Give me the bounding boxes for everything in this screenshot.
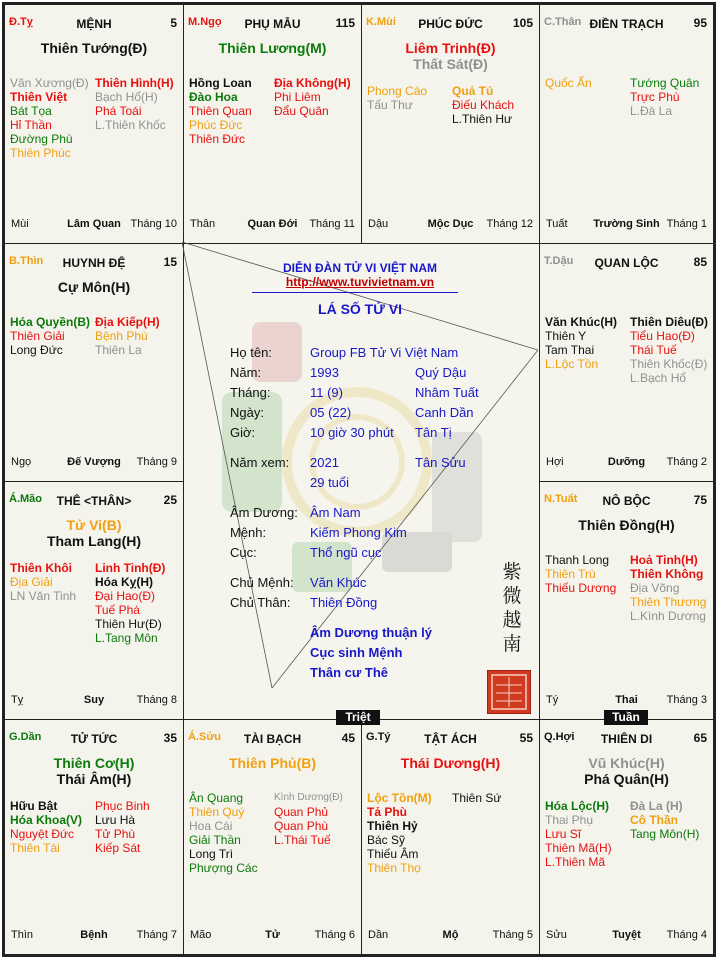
minor-star: Tiểu Hao(Đ) (630, 329, 695, 343)
minor-star: Phi Liêm (274, 90, 321, 104)
palace-branch: T.Dậu (544, 255, 574, 267)
minor-star: Địa Giải (10, 575, 53, 589)
minor-star: Tuế Phá (95, 603, 140, 617)
chart-title: LÁ SỐ TỬ VI (318, 301, 402, 317)
minor-star: Long Trì (189, 847, 234, 861)
palace-the (4, 481, 184, 720)
palace-tu-tuc (4, 719, 184, 955)
divider (252, 292, 458, 293)
footer-branch: Dậu (368, 218, 389, 230)
right-star-column (95, 315, 160, 357)
palace-branch: Á.Mão (9, 493, 42, 505)
minor-star: Kiếp Sát (95, 841, 141, 855)
palace-header (544, 255, 709, 271)
life-stage: Trường Sinh (593, 218, 660, 230)
palace-footer (9, 456, 179, 470)
minor-star: Thiên Việt (10, 90, 68, 104)
forum-name: DIỄN ĐÀN TỬ VI VIỆT NAM (283, 261, 437, 275)
chu-menh-label: Chủ Mệnh: (230, 575, 294, 590)
minor-star: Thiên Hỷ (367, 819, 418, 833)
major-star: Thất Sát(Đ) (413, 56, 488, 72)
left-star-column (10, 799, 82, 855)
life-stage: Tử (265, 929, 280, 941)
minor-star: L.Bạch Hổ (630, 371, 687, 385)
palace-footer (9, 218, 179, 232)
minor-star: Thiên La (95, 343, 142, 357)
minor-star: Đẩu Quân (274, 104, 329, 118)
palace-footer (544, 694, 709, 708)
right-star-column (630, 553, 706, 623)
minor-star: Thiếu Dương (545, 581, 617, 595)
palace-header (544, 493, 709, 509)
chu-than-label: Chủ Thân: (230, 595, 291, 610)
minor-star: Lộc Tồn(M) (367, 791, 432, 805)
am-duong-value: Âm Nam (310, 505, 361, 520)
palace-name: TỬ TỨC (70, 732, 118, 746)
minor-star: Hồng Loan (189, 76, 252, 90)
left-star-column (367, 84, 427, 112)
menh-label: Mệnh: (230, 525, 267, 540)
palace-footer (188, 929, 357, 943)
minor-star: Thiên Trù (545, 567, 596, 581)
thang-can-chi: Nhâm Tuất (415, 385, 479, 400)
minor-star: Nguyệt Đức (10, 827, 75, 841)
right-star-column (95, 561, 165, 645)
footer-branch: Ngọ (11, 456, 32, 468)
minor-star: Địa Võng (630, 581, 680, 595)
footer-branch: Mão (190, 929, 212, 941)
palace-name: HUYNH ĐỆ (62, 256, 126, 270)
major-star: Thiên Phủ(B) (228, 755, 317, 771)
life-stage: Quan Đới (247, 218, 298, 230)
palace-header (366, 731, 535, 747)
left-star-column (189, 76, 252, 146)
minor-star: Tử Phù (95, 827, 136, 841)
life-stage: Thai (615, 694, 638, 706)
palace-month: Tháng 1 (666, 218, 707, 230)
palace-number: 95 (693, 16, 707, 30)
palace-branch: Đ.Tỵ (9, 16, 33, 28)
minor-star: Hoả Tinh(H) (630, 553, 698, 567)
palace-quan-loc (539, 243, 714, 482)
minor-star: L.Thiên Khốc (95, 118, 166, 132)
minor-star: Thiếu Âm (367, 847, 419, 861)
palace-month: Tháng 10 (130, 218, 177, 230)
minor-star: Cô Thần (630, 813, 678, 827)
minor-star: Hóa Lộc(H) (545, 799, 609, 813)
palace-header (9, 16, 179, 32)
ngay-label: Ngày: (230, 405, 264, 420)
palace-no-boc (539, 481, 714, 720)
palace-number: 55 (519, 731, 533, 745)
palace-footer (188, 218, 357, 232)
minor-star: Kình Dương(Đ) (274, 792, 343, 803)
palace-number: 35 (163, 731, 177, 745)
minor-star: Quan Phủ (274, 805, 329, 819)
cuc-label: Cục: (230, 545, 257, 560)
left-star-column (10, 315, 90, 357)
palace-thien-di (539, 719, 714, 955)
ho-ten-value: Group FB Tử Vi Việt Nam (310, 345, 459, 360)
minor-star: L.Thái Tuế (274, 833, 331, 847)
minor-star: Thiên Quý (189, 805, 245, 819)
major-star: Phá Quân(H) (584, 771, 669, 787)
palace-month: Tháng 8 (136, 694, 177, 706)
chinese-title (502, 560, 522, 656)
minor-star: Phá Toái (95, 104, 142, 118)
minor-star: Long Đức (10, 343, 63, 357)
palace-header (366, 16, 535, 32)
gio-can-chi: Tân Tị (415, 425, 452, 440)
minor-star: Thiên Khốc(Đ) (630, 357, 708, 371)
left-star-column (545, 799, 612, 869)
major-star: Thái Dương(H) (400, 755, 501, 771)
life-stage: Bệnh (80, 929, 108, 941)
life-stage: Đế Vượng (67, 456, 121, 468)
thang-value: 11 (9) (310, 385, 343, 400)
palace-header (544, 16, 709, 32)
palace-month: Tháng 9 (136, 456, 177, 468)
minor-star: Thiên Sứ (452, 791, 502, 805)
palace-branch: Q.Hợi (544, 731, 575, 743)
gio-label: Giờ: (230, 425, 256, 440)
palace-footer (544, 929, 709, 943)
palace-branch: M.Ngọ (188, 16, 222, 28)
footer-branch: Sửu (546, 929, 567, 941)
ho-ten-label: Họ tên: (230, 345, 272, 360)
palace-month: Tháng 5 (492, 929, 533, 941)
palace-number: 85 (693, 255, 707, 269)
palace-branch: B.Thìn (9, 255, 44, 267)
minor-star: Lưu Sĩ (545, 827, 582, 841)
footer-branch: Tuất (546, 218, 568, 230)
major-star: Vũ Khúc(H) (588, 755, 665, 771)
minor-star: Đào Hoa (189, 90, 238, 104)
cuc-value: Thổ ngũ cục (310, 545, 382, 560)
minor-star: L.Thiên Mã (545, 855, 606, 869)
minor-star: Bệnh Phù (95, 329, 148, 343)
left-star-column (545, 315, 617, 371)
minor-star: Hóa Khoa(V) (10, 813, 82, 827)
minor-star: Thiên Tài (10, 841, 60, 855)
minor-star: Đại Hao(Đ) (95, 589, 156, 603)
minor-star: L.Thiên Hư (452, 112, 513, 126)
palace-month: Tháng 2 (666, 456, 707, 468)
palace-number: 25 (163, 493, 177, 507)
minor-star: Văn Xương(Đ) (10, 76, 89, 90)
footer-branch: Tỵ (11, 694, 24, 706)
triangle-line (182, 242, 538, 350)
life-stage: Tuyệt (612, 929, 641, 941)
age-value: 29 tuổi (310, 475, 350, 490)
palace-tai-bach (183, 719, 362, 955)
minor-star: Thiên Giải (10, 329, 65, 343)
nam-can-chi: Quý Dậu (415, 365, 467, 380)
ngay-can-chi: Canh Dần (415, 405, 474, 420)
minor-star: Quan Phù (274, 819, 329, 833)
palace-name: MỆNH (76, 17, 112, 31)
palace-branch: C.Thân (544, 16, 582, 28)
minor-star: Hữu Bật (10, 799, 58, 813)
palace-footer (9, 929, 179, 943)
minor-star: Thiên Thọ (367, 861, 421, 875)
minor-star: Địa Kiếp(H) (95, 315, 160, 329)
left-star-column (189, 791, 258, 875)
palace-number: 15 (163, 255, 177, 269)
right-star-column (95, 76, 174, 132)
palace-name: QUAN LỘC (594, 256, 659, 270)
palace-header (544, 731, 709, 747)
palace-month: Tháng 12 (486, 218, 533, 230)
minor-star: Thiên Thương (630, 595, 707, 609)
minor-star: Thiên Phúc (10, 146, 71, 160)
center-info-panel (182, 242, 538, 718)
life-stage: Mộ (442, 929, 459, 941)
nam-xem-value: 2021 (310, 455, 339, 470)
palace-number: 65 (693, 731, 707, 745)
minor-star: Phượng Các (189, 861, 258, 875)
nam-label: Năm: (230, 365, 262, 380)
minor-star: Trực Phù (630, 90, 680, 104)
palace-dien-trach (539, 4, 714, 244)
footer-branch: Mùi (11, 218, 29, 230)
minor-star: Hoa Cái (189, 819, 233, 833)
minor-star: Văn Khúc(H) (545, 315, 617, 329)
seal-pattern (488, 671, 530, 713)
minor-star: Phong Cáo (367, 84, 428, 98)
life-stage: Suy (83, 694, 105, 706)
chinese-char: 南 (502, 633, 522, 655)
palace-header (9, 731, 179, 747)
note-am-duong: Âm Dương thuận lý (310, 625, 432, 640)
thang-label: Tháng: (230, 385, 271, 400)
minor-star: Hóa Quyền(B) (10, 315, 91, 329)
minor-star: L.Lộc Tồn (545, 357, 599, 371)
major-star: Thái Âm(H) (56, 771, 132, 787)
right-star-column (274, 791, 343, 847)
am-duong-label: Âm Dương: (230, 505, 298, 520)
chinese-char: 越 (502, 609, 522, 631)
palace-number: 105 (512, 16, 533, 30)
footer-branch: Tý (546, 694, 559, 706)
minor-star: Tấu Thư (367, 98, 413, 112)
left-star-column (367, 791, 432, 875)
minor-star: Phúc Đức (189, 118, 243, 132)
palace-name: PHÚC ĐỨC (418, 17, 483, 31)
footer-branch: Dần (368, 929, 389, 941)
right-star-column (630, 315, 708, 385)
palace-branch: Á.Sửu (188, 731, 222, 743)
palace-footer (544, 218, 709, 232)
chu-than-value: Thiên Đồng (310, 595, 378, 610)
chinese-char: 微 (502, 585, 522, 607)
minor-star: Thiên Đức (189, 132, 246, 146)
minor-star: Thái Tuế (630, 343, 677, 357)
gio-value: 10 giờ 30 phút (310, 425, 394, 440)
ngay-value: 05 (22) (310, 405, 352, 420)
red-seal-stamp (487, 670, 531, 714)
palace-name: ĐIỀN TRẠCH (589, 17, 664, 31)
minor-star: Địa Không(H) (274, 76, 351, 90)
major-star: Thiên Cơ(H) (53, 755, 135, 771)
right-star-column (274, 76, 351, 118)
footer-branch: Thân (190, 218, 216, 230)
minor-star: L.Đà La (630, 104, 673, 118)
chu-menh-value: Văn Khúc (310, 575, 367, 590)
minor-star: Lưu Hà (95, 813, 136, 827)
palace-footer (544, 456, 709, 470)
palace-name: TẬT ÁCH (424, 732, 477, 746)
palace-name: PHỤ MẪU (244, 17, 301, 31)
minor-star: Thai Phụ (545, 813, 594, 827)
palace-branch: K.Mùi (366, 16, 396, 28)
life-stage: Dưỡng (607, 456, 646, 468)
minor-star: Thiên Mã(H) (545, 841, 612, 855)
palace-menh (4, 4, 184, 244)
minor-star: Thiên Diêu(Đ) (630, 315, 708, 329)
palace-branch: G.Tý (366, 731, 391, 743)
minor-star: Phục Binh (95, 799, 150, 813)
palace-month: Tháng 6 (314, 929, 355, 941)
minor-star: Hỉ Thần (10, 118, 52, 132)
palace-number: 45 (341, 731, 355, 745)
palace-month: Tháng 7 (136, 929, 177, 941)
palace-number: 5 (170, 16, 177, 30)
palace-name: TÀI BẠCH (243, 732, 302, 746)
nam-value: 1993 (310, 365, 339, 380)
major-star: Cự Môn(H) (57, 279, 131, 295)
major-star: Thiên Lương(M) (218, 40, 327, 56)
palace-huynh-de (4, 243, 184, 482)
palace-name: THÊ <THÂN> (56, 494, 132, 508)
palace-header (9, 493, 179, 509)
minor-star: Bạch Hổ(H) (95, 90, 158, 104)
minor-star: Giải Thần (189, 833, 241, 847)
major-star: Thiên Đồng(H) (578, 517, 675, 533)
palace-footer (9, 694, 179, 708)
footer-branch: Thìn (11, 929, 34, 941)
palace-number: 115 (335, 16, 355, 30)
minor-star: Thiên Quan (189, 104, 252, 118)
minor-star: Hóa Kỵ(H) (95, 575, 154, 589)
palace-header (188, 16, 357, 32)
minor-star: Tang Môn(H) (630, 827, 700, 841)
major-star: Thiên Tướng(Đ) (40, 40, 148, 56)
major-star: Tham Lang(H) (46, 533, 142, 549)
life-stage: Mộc Dục (427, 218, 474, 230)
nam-xem-can-chi: Tân Sửu (415, 455, 466, 470)
palace-name: NÔ BỘC (602, 494, 651, 508)
chinese-char: 紫 (502, 561, 522, 583)
minor-star: Quả Tú (452, 84, 494, 98)
left-star-column (545, 76, 592, 90)
left-star-column (10, 76, 89, 160)
major-star: Tử Vi(B) (66, 517, 122, 533)
minor-star: Tả Phù (367, 805, 408, 819)
minor-star: Thiên Khôi (10, 561, 72, 575)
right-star-column (630, 76, 699, 118)
minor-star: Ân Quang (189, 791, 244, 805)
palace-month: Tháng 3 (666, 694, 707, 706)
minor-star: Bát Tọa (10, 104, 52, 118)
minor-star: L.Kình Dương (630, 609, 706, 623)
left-star-column (10, 561, 76, 603)
major-star: Liêm Trinh(Đ) (405, 40, 496, 56)
palace-tat-ach (361, 719, 540, 955)
minor-star: Tam Thai (545, 343, 595, 357)
palace-header (188, 731, 357, 747)
palace-month: Tháng 11 (309, 218, 355, 230)
life-stage: Lâm Quan (67, 218, 121, 230)
palace-phu-mau (183, 4, 362, 244)
right-star-column (452, 84, 514, 126)
forum-url[interactable]: http://www.tuvivietnam.vn (285, 275, 435, 289)
palace-branch: N.Tuất (544, 493, 578, 505)
minor-star: Tướng Quân (630, 76, 700, 90)
palace-header (9, 255, 179, 271)
minor-star: LN Văn Tinh (10, 589, 77, 603)
right-star-column (452, 791, 501, 805)
palace-footer (366, 218, 535, 232)
right-star-column (630, 799, 699, 841)
palace-number: 75 (693, 493, 707, 507)
palace-month: Tháng 4 (666, 929, 707, 941)
minor-star: Đường Phù (10, 132, 73, 146)
palace-phuc-duc (361, 4, 540, 244)
minor-star: Thiên Y (545, 329, 587, 343)
footer-branch: Hợi (546, 456, 564, 468)
palace-branch: G.Dần (9, 731, 42, 743)
nam-xem-label: Năm xem: (230, 455, 290, 470)
minor-star: Thiên Hư(Đ) (95, 617, 162, 631)
note-than-cu: Thân cư Thê (310, 665, 389, 680)
minor-star: Thiên Hình(H) (95, 76, 174, 90)
minor-star: Quốc Ấn (545, 76, 592, 90)
triet-tag: Triệt (336, 710, 380, 725)
note-cuc-menh: Cục sinh Mệnh (310, 645, 403, 660)
palace-footer (366, 929, 535, 943)
minor-star: Thiên Không (630, 567, 704, 581)
minor-star: Linh Tinh(Đ) (95, 561, 166, 575)
palace-name: THIÊN DI (600, 732, 653, 746)
minor-star: Điếu Khách (452, 98, 515, 112)
menh-value: Kiếm Phong Kim (310, 525, 407, 540)
minor-star: Bác Sỹ (367, 833, 406, 847)
right-star-column (95, 799, 150, 855)
minor-star: L.Tang Môn (95, 631, 158, 645)
left-star-column (545, 553, 616, 595)
minor-star: Thanh Long (545, 553, 610, 567)
minor-star: Đà La (H) (630, 799, 683, 813)
tuan-tag: Tuần (604, 710, 648, 725)
